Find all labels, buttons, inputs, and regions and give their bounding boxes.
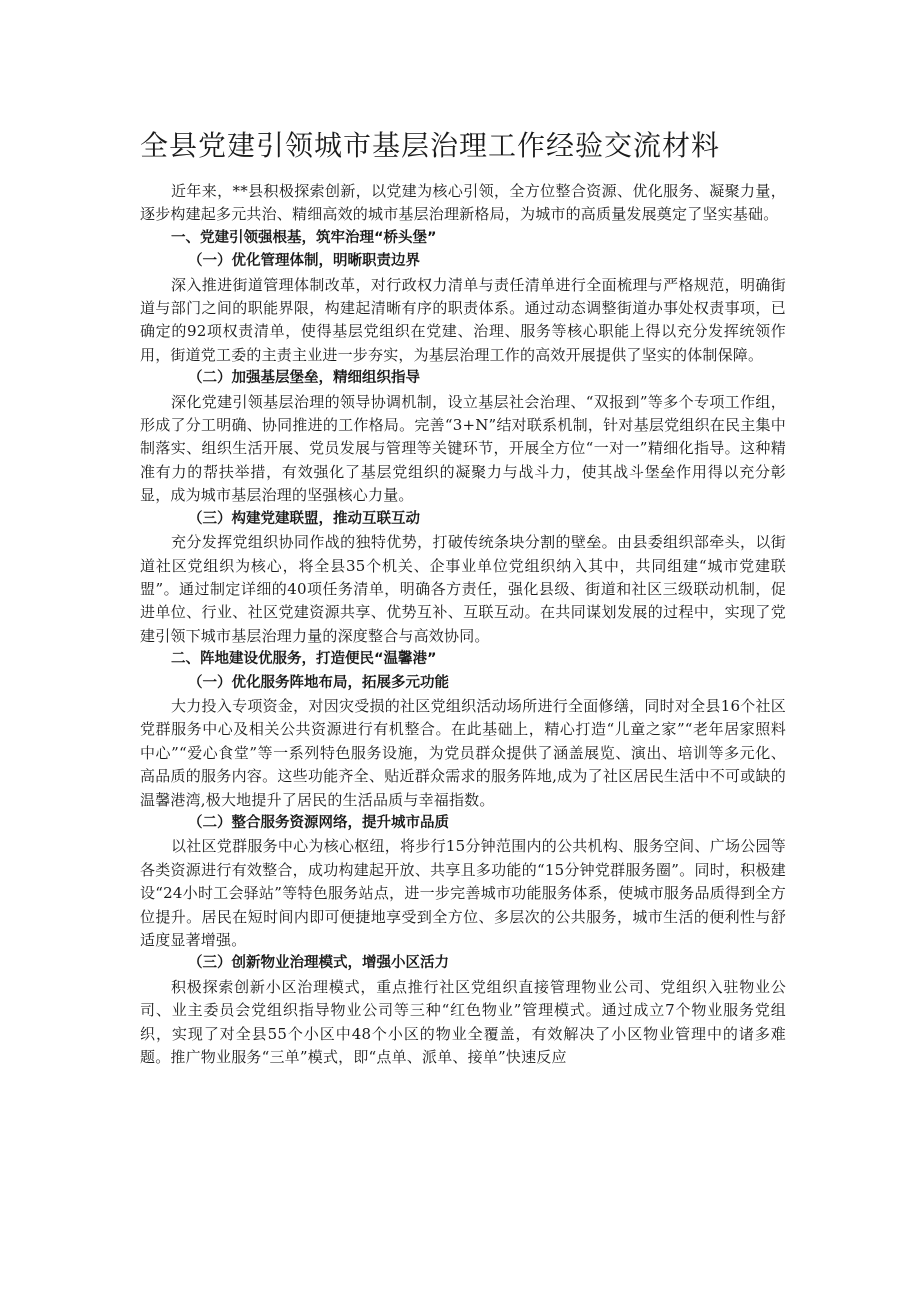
section-1-1-paragraph: 深入推进街道管理体制改革，对行政权力清单与责任清单进行全面梳理与严格规范，明确街道与部门之间的职能界限，构建起清晰有序的职责体系。通过动态调整街道办事处权责事项，已确定的92项权责清单，使得基层党组织在党建、治理、服务等核心职能上得以充分发挥统领作用，街道党工委的主责主业进一步夯实，为基层治理工作的高效开展提供了坚实的体制保障。	[140, 275, 786, 364]
section-2-3-heading: （三）创新物业治理模式，增强小区活力	[188, 955, 449, 972]
document-title: 全县党建引领城市基层治理工作经验交流材料	[140, 129, 721, 162]
section-2-2-heading: （二）整合服务资源网络，提升城市品质	[188, 814, 449, 831]
section-2-heading: 二、阵地建设优服务，打造便民“温馨港”	[171, 651, 437, 668]
section-1-3-paragraph: 充分发挥党组织协同作战的独特优势，打破传统条块分割的壁垒。由县委组织部牵头，以街道社区党组织为核心，将全县35个机关、企事业单位党组织纳入其中，共同组建“城市党建联盟”。通过制定详细的40项任务清单，明确各方责任，强化县级、街道和社区三级联动机制，促进单位、行业、社区党建资源共享、优势互补、互联互动。在共同谋划发展的过程中，实现了党建引领下城市基层治理力量的深度整合与高效协同。	[140, 533, 786, 645]
section-2-1-paragraph: 大力投入专项资金，对因灾受损的社区党组织活动场所进行全面修缮，同时对全县16个社区党群服务中心及相关公共资源进行有机整合。在此基础上，精心打造“儿童之家”“老年居家照料中心”“爱心食堂”等一系列特色服务设施，为党员群众提供了涵盖展览、演出、培训等多元化、高品质的服务内容。这些功能齐全、贴近群众需求的服务阵地,成为了社区居民生活中不可或缺的温馨港湾,极大地提升了居民的生活品质与幸福指数。	[140, 696, 786, 809]
section-1-heading: 一、党建引领强根基，筑牢治理“桥头堡”	[171, 229, 437, 246]
section-2-1-heading: （一）优化服务阵地布局，拓展多元功能	[188, 674, 449, 691]
section-1-2-heading: （二）加强基层堡垒，精细组织指导	[188, 370, 420, 387]
section-1-2-paragraph: 深化党建引领基层治理的领导协调机制，设立基层社会治理、“双报到”等多个专项工作组，形成了分工明确、协同推进的工作格局。完善“3+N”结对联系机制，针对基层党组织在民主集中制落实、组织生活开展、党员发展与管理等关键环节，开展全方位“一对一”精细化指导。这种精准有力的帮扶举措，有效强化了基层党组织的凝聚力与战斗力，使其战斗堡垒作用得以充分彰显，成为城市基层治理的坚强核心力量。	[140, 392, 786, 505]
section-1-3-heading: （三）构建党建联盟，推动互联互动	[188, 510, 420, 527]
document-page	[140, 126, 786, 1069]
intro-paragraph: 近年来，**县积极探索创新，以党建为核心引领，全方位整合资源、优化服务、凝聚力量，逐步构建起多元共治、精细高效的城市基层治理新格局，为城市的高质量发展奠定了坚实基础。	[140, 182, 786, 224]
section-2-3-paragraph: 积极探索创新小区治理模式，重点推行社区党组织直接管理物业公司、党组织入驻物业公司、业主委员会党组织指导物业公司等三种“红色物业”管理模式。通过成立7个物业服务党组织，实现了对全县55个小区中48个小区的物业全覆盖，有效解决了小区物业管理中的诸多难题。推广物业服务“三单”模式，即“点单、派单、接单”快速反应	[140, 977, 786, 1067]
section-2-2-paragraph: 以社区党群服务中心为核心枢纽，将步行15分钟范围内的公共机构、服务空间、广场公园等各类资源进行有效整合，成功构建起开放、共享且多功能的“15分钟党群服务圈”。同时，积极建设“24小时工会驿站”等特色服务站点，进一步完善城市功能服务体系，使城市服务品质得到全方位提升。居民在短时间内即可便捷地享受到全方位、多层次的公共服务，城市生活的便利性与舒适度显著增强。	[140, 837, 786, 949]
section-1-1-heading: （一）优化管理体制，明晰职责边界	[188, 253, 420, 270]
